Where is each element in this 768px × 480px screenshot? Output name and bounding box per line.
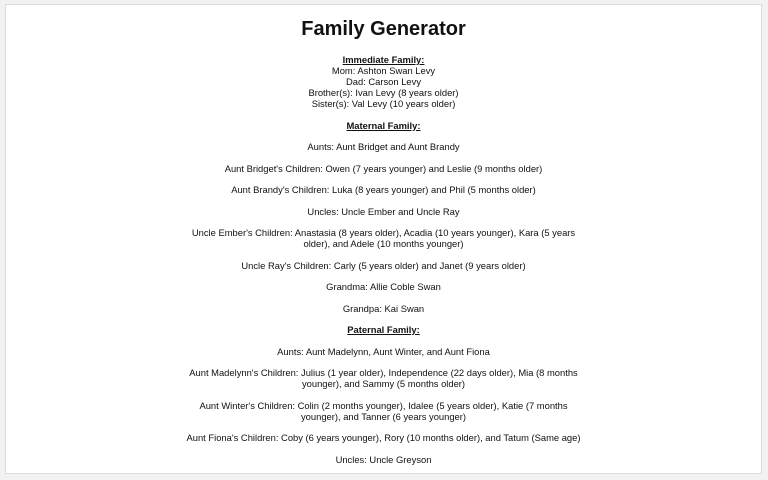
page-panel bbox=[5, 4, 762, 474]
maternal-uncle-ray-children: Uncle Ray's Children: Carly (5 years older) and Janet (9 years older) bbox=[241, 259, 526, 271]
maternal-uncles: Uncles: Uncle Ember and Uncle Ray bbox=[307, 205, 460, 217]
maternal-aunts: Aunts: Aunt Bridget and Aunt Brandy bbox=[307, 141, 460, 152]
maternal-grandma: Grandma: Allie Coble Swan bbox=[326, 281, 441, 292]
maternal-family-heading: Maternal Family: bbox=[346, 119, 421, 131]
immediate-mom: Mom: Ashton Swan Levy bbox=[331, 65, 436, 76]
maternal-aunt-brandy-children: Aunt Brandy's Children: Luka (8 years younger) and Phil (5 months older) bbox=[231, 184, 536, 195]
maternal-grandpa: Grandpa: Kai Swan bbox=[342, 302, 425, 314]
paternal-aunt-fiona-children: Aunt Fiona's Children: Coby (6 years younger), Rory (10 months older), and Tatum (Same age) bbox=[186, 432, 581, 443]
maternal-uncle-ember-children: Uncle Ember's Children: Anastasia (8 years older), Acadia (10 years younger), Kara (5 years older), and Adele (10 months younger) bbox=[191, 227, 576, 249]
paternal-family-heading: Paternal Family: bbox=[347, 324, 420, 335]
page-title: Family Generator bbox=[301, 18, 466, 40]
maternal-aunt-bridget-children: Aunt Bridget's Children: Owen (7 years younger) and Leslie (9 months older) bbox=[224, 162, 543, 174]
paternal-uncles: Uncles: Uncle Greyson bbox=[335, 453, 432, 465]
immediate-sisters: Sister(s): Val Levy (10 years older) bbox=[311, 98, 456, 109]
paternal-aunts: Aunts: Aunt Madelynn, Aunt Winter, and Aunt Fiona bbox=[277, 345, 490, 357]
immediate-family-heading: Immediate Family: bbox=[342, 54, 425, 65]
immediate-brothers: Brother(s): Ivan Levy (8 years older) bbox=[308, 87, 459, 98]
paternal-aunt-madelynn-children: Aunt Madelynn's Children: Julius (1 year older), Independence (22 days older), Mia (8 months younger), and Sammy (5 months older) bbox=[189, 367, 578, 389]
paternal-aunt-winter-children: Aunt Winter's Children: Colin (2 months younger), Idalee (5 years older), Katie (7 months younger), and Tanner (6 years younger) bbox=[199, 399, 568, 422]
family-content bbox=[184, 54, 584, 465]
immediate-dad: Dad: Carson Levy bbox=[345, 76, 422, 87]
